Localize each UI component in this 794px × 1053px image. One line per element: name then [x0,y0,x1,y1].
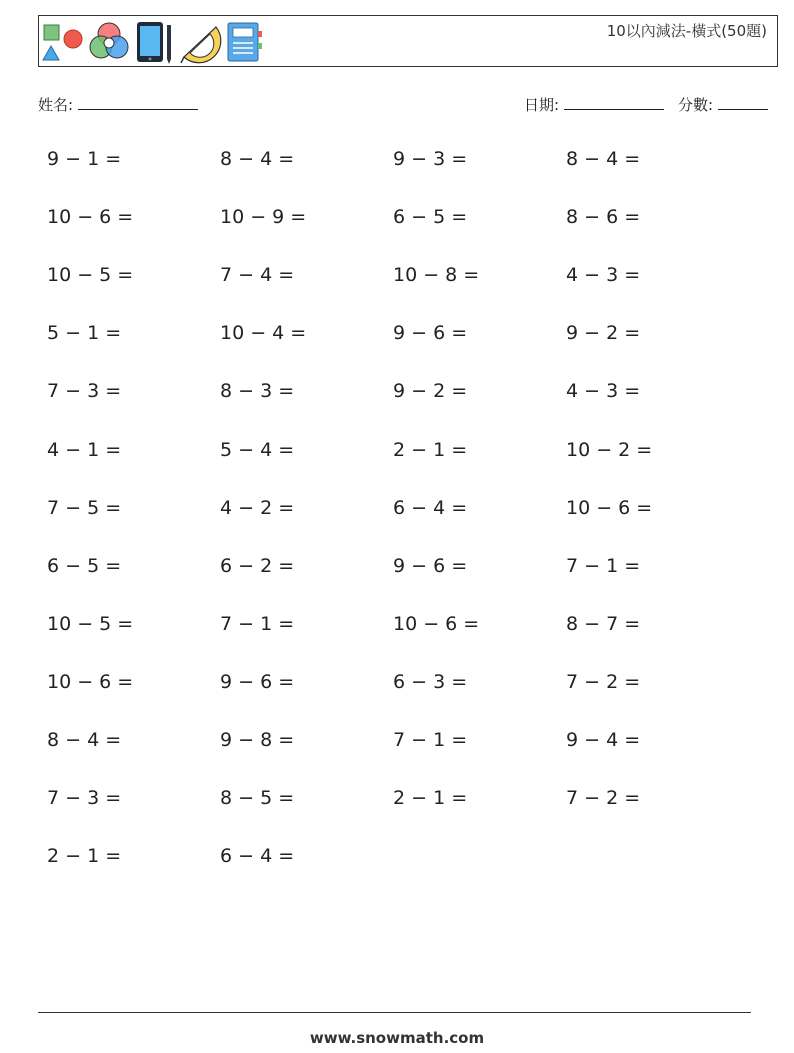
problem-item: 10 − 6 = [47,206,134,229]
problem-item: 7 − 2 = [566,670,641,693]
problem-item: 6 − 5 = [393,206,468,229]
problem-item: 7 − 3 = [47,787,122,810]
problem-item: 2 − 1 = [393,787,468,810]
footer-divider [38,1012,751,1013]
protractor-icon [178,19,222,65]
problem-item: 4 − 2 = [220,496,295,519]
name-field[interactable] [38,94,198,115]
problem-item: 5 − 4 = [220,438,295,461]
problem-item: 6 − 4 = [393,496,468,519]
problem-item: 10 − 8 = [393,264,480,287]
worksheet-header [38,15,778,67]
date-field[interactable] [524,94,664,115]
problem-item: 10 − 9 = [220,206,307,229]
problem-item: 10 − 6 = [566,496,653,519]
name-label: 姓名: [38,96,74,114]
problem-item: 9 − 4 = [566,729,641,751]
notebook-icon [225,19,265,65]
tablet-pencil-icon [135,19,175,65]
problem-item: 6 − 2 = [220,554,295,577]
problem-item: 10 − 5 = [47,264,134,287]
problem-item: 8 − 4 = [566,148,641,170]
problem-item: 9 − 1 = [47,148,122,170]
problem-item: 7 − 5 = [47,496,122,519]
problem-item: 8 − 5 = [220,787,295,810]
name-line [78,95,198,110]
shapes-icon [41,19,85,65]
problem-item: 2 − 1 = [393,438,468,461]
problem-item: 5 − 1 = [47,322,122,345]
problem-item: 7 − 4 = [220,264,295,287]
score-label: 分數: [678,96,714,114]
problem-item: 6 − 5 = [47,554,122,577]
score-field[interactable] [678,94,768,115]
problem-item: 7 − 1 = [393,729,468,751]
problem-item: 8 − 4 = [220,148,295,170]
problem-item: 9 − 2 = [566,322,641,345]
date-line [564,95,664,110]
problem-item: 9 − 6 = [393,322,468,345]
problem-item: 7 − 1 = [220,612,295,635]
worksheet-title: 10以內減法-橫式(50題) [606,22,767,40]
problem-item: 4 − 1 = [47,438,122,461]
problem-item: 9 − 3 = [393,148,468,170]
color-wheel-icon [86,19,132,65]
problem-item: 4 − 3 = [566,380,641,403]
problem-item: 6 − 4 = [220,845,295,868]
problem-item: 8 − 7 = [566,612,641,635]
problem-item: 2 − 1 = [47,845,122,868]
date-label: 日期: [524,96,560,114]
problem-item: 7 − 3 = [47,380,122,403]
problem-item: 9 − 8 = [220,729,295,751]
problem-item: 10 − 4 = [220,322,307,345]
problem-item: 8 − 4 = [47,729,122,751]
problem-item: 10 − 2 = [566,438,653,461]
problem-item: 9 − 2 = [393,380,468,403]
problem-item: 7 − 1 = [566,554,641,577]
problem-item: 9 − 6 = [393,554,468,577]
problem-item: 4 − 3 = [566,264,641,287]
problem-item: 7 − 2 = [566,787,641,810]
problem-item: 10 − 6 = [393,612,480,635]
problem-item: 10 − 5 = [47,612,134,635]
problem-item: 8 − 3 = [220,380,295,403]
footer-url: www.snowmath.com [309,1029,485,1047]
problem-item: 10 − 6 = [47,670,134,693]
score-line [718,95,768,110]
problem-item: 9 − 6 = [220,670,295,693]
problem-item: 6 − 3 = [393,670,468,693]
problem-item: 8 − 6 = [566,206,641,229]
